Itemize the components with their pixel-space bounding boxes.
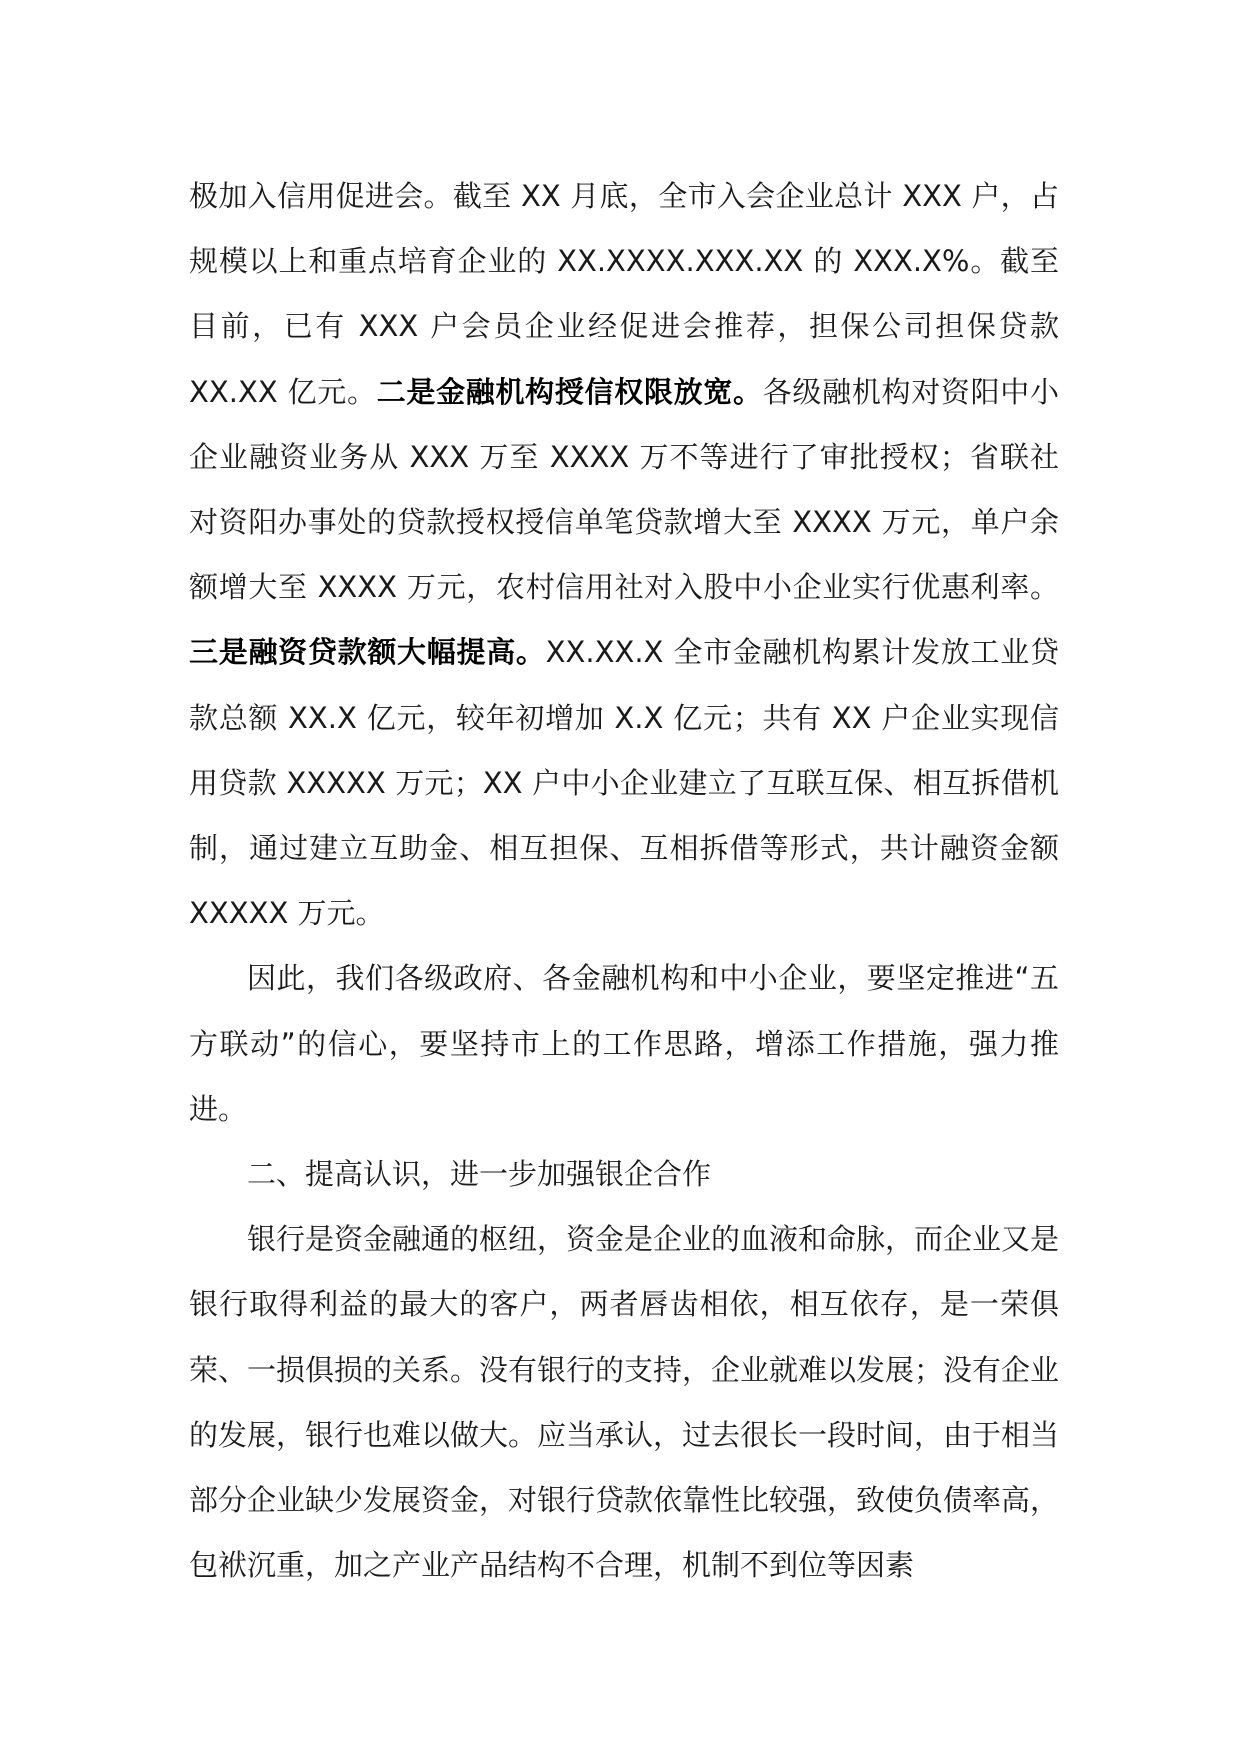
paragraph-text: XX.XX.X 全市金融机构累计发放工业贷款总额 XX.X 亿元，较年初增加 X.X 亿元；共有 XX 户企业实现信用贷款 XXXXX 万元；XX 户中小企业建立了互联互保、相互拆借机制，通过建立互助金、相互担保、互相拆借等形式，共计融资金额 XXXXX 万元。 [189, 635, 1059, 931]
document-page [189, 164, 1059, 1598]
paragraph-bank-enterprise: 银行是资金融通的枢纽，资金是企业的血液和命脉，而企业又是银行取得利益的最大的客户，两者唇齿相依，相互依存，是一荣俱荣、一损俱损的关系。没有银行的支持，企业就难以发展；没有企业的发展，银行也难以做大。应当承认，过去很长一段时间，由于相当部分企业缺少发展资金，对银行贷款依靠性比较强，致使负债率高，包袱沉重，加之产业产品结构不合理，机制不到位等因素 [189, 1222, 1060, 1583]
bold-point-two: 二是金融机构授信权限放宽。 [376, 374, 763, 409]
paragraph-conclusion: 因此，我们各级政府、各金融机构和中小企业，要坚定推进“五方联动”的信心，要坚持市上的工作思路，增添工作措施，强力推进。 [189, 961, 1059, 1126]
paragraph-text: 各级融机构对资阳中小企业融资业务从 XXX 万至 XXXX 万不等进行了审批授权；省联社对资阳办事处的贷款授权授信单笔贷款增大至 XXXX 万元，单户余额增大至 XXXX 万元，农村信用社对入股中小企业实行优惠利率。 [189, 374, 1059, 605]
bold-point-three: 三是融资贷款额大幅提高。 [189, 635, 546, 670]
paragraph-continued [189, 164, 1059, 946]
paragraph-text: 极加入信用促进会。截至 XX 月底，全市入会企业总计 XXX 户，占规模以上和重点培育企业的 XX.XXXX.XXX.XX 的 XXX.X%。截至目前，已有 XXX 户会员企业经促进会推荐，担保公司担保贷款 XX.XX 亿元。 [189, 179, 1059, 409]
section-heading: 二、提高认识，进一步加强银企合作 [247, 1157, 712, 1192]
